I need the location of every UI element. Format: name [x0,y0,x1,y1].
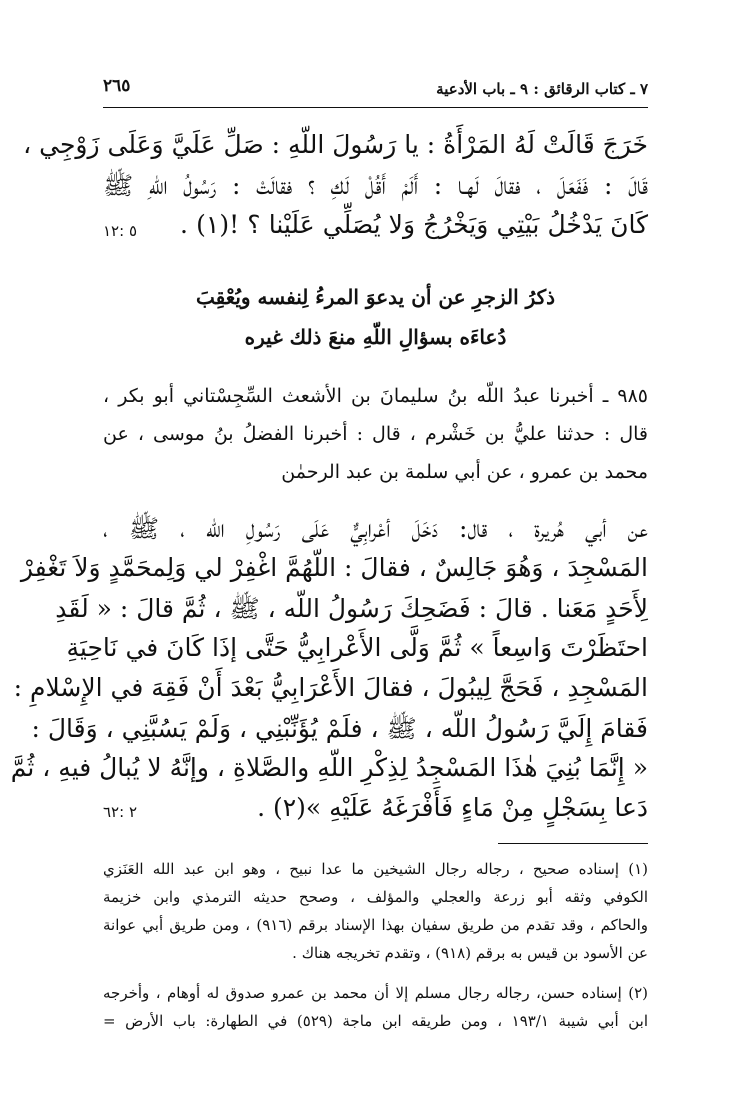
page-number: ٢٦٥ [103,76,131,96]
hadith-line: لِأَحَدٍ مَعَنا . قالَ : فَضَحِكَ رَسُولُ اللّه ، ﷺ ، ثُمَّ قالَ : « لَقَدِ [55,594,648,623]
footnote-line: الكوفي وثقه أبو زرعة والعجلي والمؤلف ، وصحح حديثه الترمذي وابن خزيمة [103,888,648,906]
isnad-line: محمد بن عمرو ، عن أبي سلمة بن عبد الرحمٰن [281,461,648,483]
footnote-line: والحاكم ، وقد تقدم من طريق سفيان بهذا الإسناد برقم (٩١٦) ، ومن طريق أبي عوانة [103,916,649,934]
running-title: ٧ ـ كتاب الرقائق : ٩ ـ باب الأدعية [436,80,648,98]
footnote-line: ابن أبي شيبة ١٩٣/١ ، ومن طريقه ابن ماجة (٥٢٩) في الطهارة: باب الأرض = [103,1012,648,1030]
isnad-line: ٩٨٥ ـ أخبرنا عبدُ اللّه بنُ سليمانَ بن الأشعث السِّجِسْتاني أبو بكر ، [103,385,648,407]
cross-reference: ٥ :١٢ [103,222,138,240]
footnote-line: (٢) إسناده حسن، رجاله رجال مسلم إلا أن محمد بن عمرو صدوق له أوهام ، وأخرجه [103,984,648,1002]
hadith-line: خَرَجَ قَالَتْ لَهُ المَرْأَةُ : يا رَسُولَ اللّهِ : صَلِّ عَلَيَّ وَعَلَى زَوْجِي ، [23,130,648,159]
hadith-line: كَانَ يَدْخُلُ بَيْتِي وَيَخْرُجُ وَلا يُصَلِّي عَلَيْنا ؟ !(١) . [180,210,649,239]
hadith-line: دَعا بِسَجْلٍ مِنْ مَاءٍ فَأَفْرَغَهُ عَلَيْهِ »(٢) . [257,793,648,822]
hadith-line: « إِنَّمَا بُنِيَ هٰذَا المَسْجِدُ لِذِكْرِ اللّهِ والصَّلاةِ ، وإنَّهُ لا يُبالُ فيهِ ، ثُمَّ [10,753,648,782]
hadith-line: قَالَ : فَفَعَلَ ، فقالَ لَهـا : أَلَمْ أَقُلْ لَكِ ؟ فقالَتْ : رَسُولُ اللّهِ ﷺ [103,171,648,200]
header-rule [103,107,648,108]
hadith-line: احتَظَرْتَ وَاسِعاً » ثُمَّ وَلَّى الأَعْرابِيُّ حَتَّى إذَا كَانَ في نَاحِيَةِ [66,633,648,662]
chapter-heading-line-1: ذكرُ الزجرِ عن أن يدعوَ المرءُ لِنفسه ويُعْقِبَ [195,285,556,309]
hadith-line: المَسْجِدَ ، وَهُوَ جَالِسٌ ، فقالَ : اللّهُمَّ اغْفِرْ لي وَلِمحَمَّدٍ وَلاَ تَغْفِرْ [20,553,648,582]
page-header [103,70,648,108]
hadith-line: فَقامَ إِلَيَّ رَسُولُ اللّه ، ﷺ ، فلَمْ يُؤَنِّبْنِي ، وَلَمْ يَسُبَّنِي ، وَقَالَ : [31,714,648,743]
hadith-line: المَسْجِدِ ، فَحَجَّ لِيبُولَ ، فقالَ الأَعْرَابِيُّ بَعْدَ أَنْ فَقِهَ في الإِسْلامِ : [13,673,648,702]
footnote-line: عن الأسود بن قيس به برقم (٩١٨) ، وتقدم تخريجه هناك . [292,944,648,962]
hadith-line: عن أبي هُريرة ، قال: دَخَلَ أعْرابِيٌّ عَلَى رَسُولِ اللّه ، ﷺ ، [103,514,648,543]
footnote-separator [498,843,648,844]
footnote-line: (١) إسناده صحيح ، رجاله رجال الشيخين ما عدا نبيح ، وهو ابن عبد الله العَنَزي [103,860,648,878]
cross-reference: ٢ :٦٢ [103,803,138,821]
chapter-heading-line-2: دُعاءَه بسؤالِ اللّهِ منعَ ذلك غيره [244,325,507,349]
isnad-line: قال : حدثنا عليُّ بن خَشْرم ، قال : أخبرنا الفضلُ بنُ موسى ، عن [103,423,648,445]
